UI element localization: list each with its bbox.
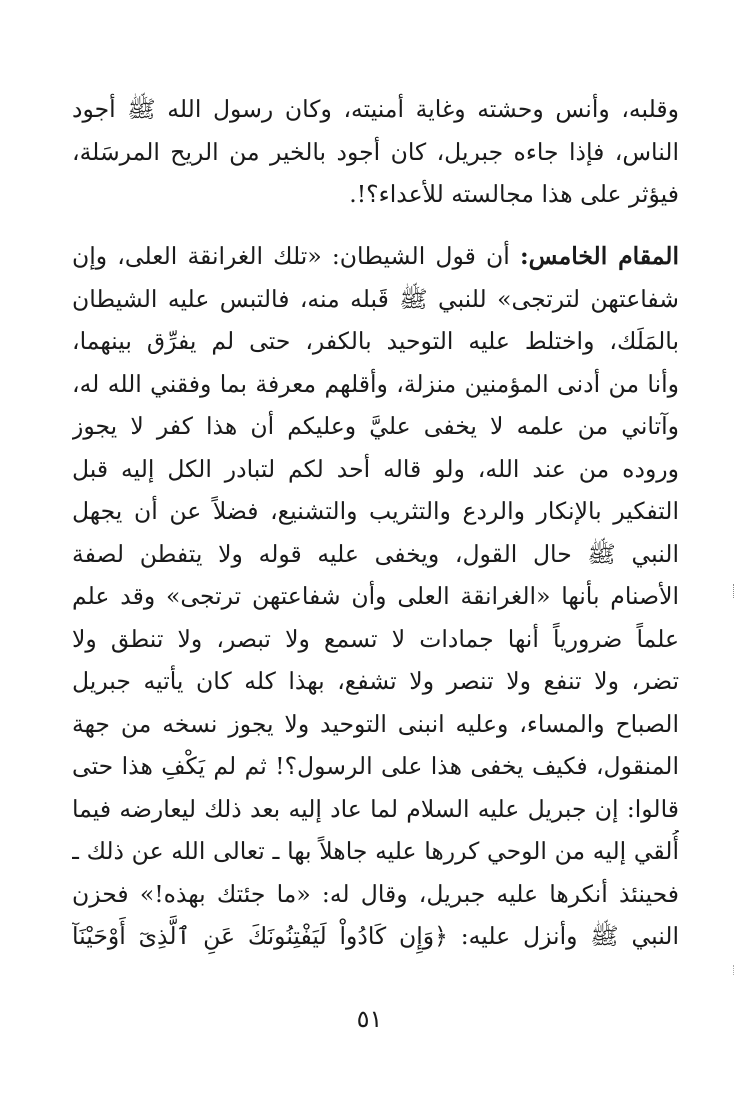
- scan-edge-mark: [733, 965, 737, 975]
- text-line: بالمَلَك، واختلط عليه التوحيد بالكفر، حتى لم يفرِّق بينهما،: [72, 327, 679, 355]
- text-line: أُلقي إليه من الوحي كررها عليه جاهلاً بها ـ تعالى الله عن ذلك ـ: [72, 837, 679, 865]
- text-line: قالوا: إن جبريل عليه السلام لما عاد إليه بعد ذلك ليعارضه فيما: [72, 794, 679, 823]
- text-line: فحينئذ أنكرها عليه جبريل، وقال له: «ما جئتك بهذه!» فحزن: [72, 879, 679, 908]
- heading-line-rest: أن قول الشيطان: «تلك الغرانقة العلى، وإن: [72, 242, 520, 270]
- text-line: فيؤثر على هذا مجالسته للأعداء؟!.: [349, 180, 679, 208]
- text-line: الأصنام بأنها «الغرانقة العلى وأن شفاعتهن ترتجى» وقد علم: [72, 582, 679, 610]
- text-line: شفاعتهن لترتجى» للنبي ﷺ قَبله منه، فالتبس عليه الشيطان: [72, 284, 679, 313]
- text-line: المنقول، فكيف يخفى هذا على الرسول؟! ثم لم يَكْفِ هذا حتى: [72, 752, 679, 780]
- text-line: تضر، ولا تنفع ولا تنصر ولا تشفع، بهذا كله كان يأتيه جبريل: [72, 667, 679, 695]
- paragraph-2: [72, 235, 679, 958]
- text-line: التفكير بالإنكار والردع والتثريب والتشنيع، فضلاً عن أن يجهل: [72, 497, 679, 525]
- text-line: علماً ضرورياً أنها جمادات لا تسمع ولا تبصر، ولا تنطق ولا: [72, 624, 679, 653]
- text-line: وقلبه، وأنس وحشته وغاية أمنيته، وكان رسول الله ﷺ أجود: [72, 95, 679, 123]
- section-heading: المقام الخامس:: [519, 242, 679, 270]
- text-line: النبي ﷺ حال القول، ويخفى عليه قوله ولا يتفطن لصفة: [72, 539, 679, 568]
- text-line: وأنا من أدنى المؤمنين منزلة، وأقلهم معرفة بما وفقني الله له،: [72, 369, 679, 398]
- scan-edge-mark: [733, 584, 737, 598]
- text-line: النبي ﷺ وأنزل عليه: ﴿وَإِن كَادُواْ لَيَفْتِنُونَكَ عَنِ ٱلَّذِىٓ أَوْحَيْنَآ: [72, 922, 679, 950]
- text-line: الناس، فإذا جاءه جبريل، كان أجود بالخير من الريح المرسَلة،: [72, 137, 679, 166]
- paragraph-1: [72, 88, 679, 216]
- text-line: وآتاني من علمه لا يخفى عليَّ وعليكم أن هذا كفر لا يجوز: [72, 412, 679, 440]
- text-line: وروده من عند الله، ولو قاله أحد لكم لتبادر الكل إليه قبل: [72, 454, 679, 483]
- text-line: الصباح والمساء، وعليه انبنى التوحيد ولا يجوز نسخه من جهة: [72, 709, 679, 738]
- page-number: ٥١: [356, 1005, 383, 1033]
- text-line-first: [72, 235, 679, 278]
